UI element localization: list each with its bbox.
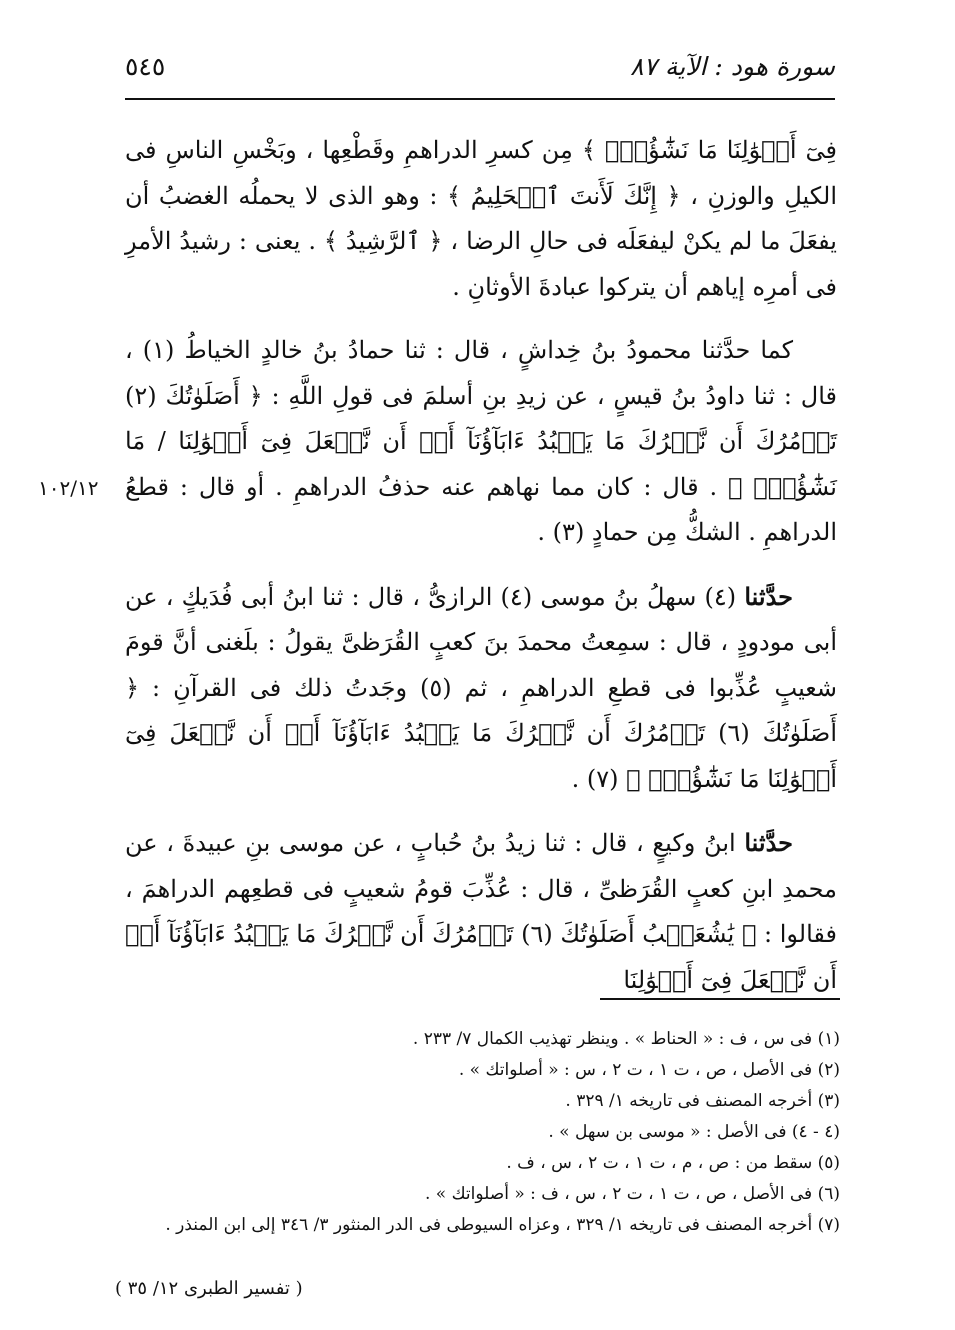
paragraph (125, 128, 837, 310)
paragraph-lead: حدَّثنا (744, 828, 793, 857)
page-number: ٥٤٥ (125, 52, 166, 81)
paragraph-text: (٤) سهلُ بنُ موسى (٤) الرازىُّ ، قال : ثنا ابنُ أبى فُدَيكٍ ، عن أبى مودودٍ ، قال : سمِعتُ محمدَ بنَ كعبٍ القُرَظىَّ يقولُ : بلَغنى أنَّ قومَ شعيبٍ عُذِّبوا فى قطعِ الدراهمِ ، ثم (٥) وجَدتُ ذلك فى القرآنِ : ﴿ أَصَلَوٰتُكَ (٦) تَأۡمُرُكَ أَن نَّتۡرُكَ مَا يَعۡبُدُ ءَابَآؤُنَآ أَوۡ أَن نَّفۡعَلَ فِىٓ أَمۡوَٰلِنَا مَا نَشَٰٓؤُاْۖ ﴾ (٧) . (125, 582, 837, 793)
footnote: (١) فى س ، ف : « الحناط » . وينظر تهذيب الكمال ٧/ ٢٣٣ . (412, 1029, 840, 1049)
header-rule (125, 98, 835, 100)
paragraph-lead: حدَّثنا (744, 581, 793, 611)
page-header (125, 52, 835, 96)
paragraph-text: كما حدَّثنا محمودُ بنُ خِداشٍ ، قال : ثنا حمادُ بنُ خالدٍ الخياطُ (١) ، قال : ثنا داودُ بنُ قيسٍ ، عن زيدِ بنِ أسلمَ فى قولِ اللَّهِ : ﴿ أَصَلَوٰتُكَ (٢) تَأۡمُرُكَ أَن نَّتۡرُكَ مَا يَعۡبُدُ ءَابَآؤُنَآ أَوۡ أَن نَّفۡعَلَ فِىٓ أَمۡوَٰلِنَا / مَا نَشَٰٓؤُاْۖ ﴾ . قال : كان مما نهاهم عنه حذفُ الدراهمِ . أو قال : قطعُ الدراهمِ . الشكُّ مِن حمادٍ (٣) . (125, 336, 837, 546)
paragraph-text: فِىٓ أَمۡوَٰلِنَا مَا نَشَٰٓؤُاْۖ ﴾ مِن كسرِ الدراهمِ وقَطْعِها ، وبَخْسِ الناسِ فى الكيلِ والوزنِ ، ﴿ إِنَّكَ لَأَنتَ ٱلۡحَلِيمُ ﴾ : وهو الذى لا يحملُه الغضبُ أن يفعَلَ ما لم يكنْ ليفعَلَه فى حالِ الرضا ، ﴿ ٱلرَّشِيدُ ﴾ . يعنى : رشيدُ الأمرِ فى أمرِه إياهم أن يتركوا عبادةَ الأوثانِ . (125, 136, 837, 301)
paragraph (125, 328, 837, 556)
footnote: (٣) أخرجه المصنف فى تاريخه ١/ ٣٢٩ . (565, 1091, 840, 1111)
running-title: سورة هود : الآية ٨٧ (630, 52, 835, 81)
footnote: (٤ - ٤) فى الأصل : « موسى بن سهل » . (548, 1122, 840, 1142)
paragraph (125, 574, 837, 803)
footnotes (125, 1024, 840, 1241)
footnote-rule (600, 998, 840, 1000)
page-footer: ( تفسير الطبرى ١٢/ ٣٥ ) (115, 1278, 303, 1299)
main-text (125, 128, 837, 1003)
margin-reference: ١٠٢/١٢ (38, 476, 99, 500)
paragraph (125, 820, 837, 1003)
footnote: (٦) فى الأصل ، ص ، ت ١ ، ت ٢ ، س ، ف : « أصلواتك » . (424, 1184, 840, 1204)
footnote: (٧) أخرجه المصنف فى تاريخه ١/ ٣٢٩ ، وعزاه السيوطى فى الدر المنثور ٣/ ٣٤٦ إلى ابن المنذر . (165, 1215, 840, 1235)
footnote: (٢) فى الأصل ، ص ، ت ١ ، ت ٢ ، س : « أصلواتك » . (458, 1060, 840, 1080)
paragraph-text: ابنُ وكيعٍ ، قال : ثنا زيدُ بنُ حُبابٍ ، عن موسى بنِ عبيدةَ ، عن محمدِ ابنِ كعبٍ القُرَظىِّ ، قال : عُذِّبَ قومُ شعيبٍ فى قطعِهم الدراهمَ ، فقالوا : ﴿ يَٰشُعَيۡبُ أَصَلَوٰتُكَ (٦) تَأۡمُرُكَ أَن نَّتۡرُكَ مَا يَعۡبُدُ ءَابَآؤُنَآ أَوۡ أَن نَّفۡعَلَ فِىٓ أَمۡوَٰلِنَا (125, 829, 837, 994)
footnote: (٥) سقط من : ص ، م ، ت ١ ، ت ٢ ، س ، ف . (506, 1153, 840, 1173)
